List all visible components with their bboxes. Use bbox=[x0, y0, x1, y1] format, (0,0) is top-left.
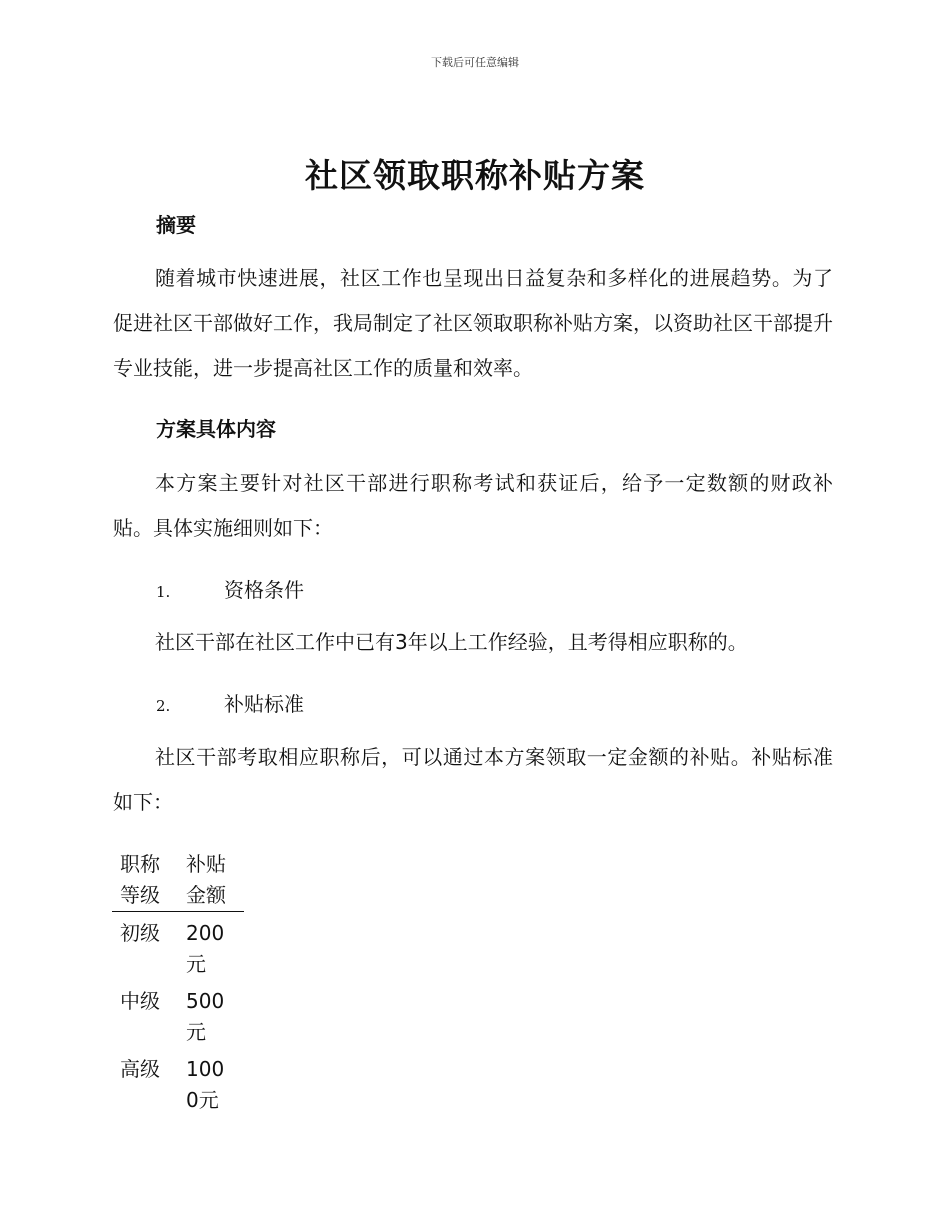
cell-level: 中级 bbox=[120, 989, 160, 1013]
qualification-paragraph: 社区干部在社区工作中已有3年以上工作经验，且考得相应职称的。 bbox=[155, 630, 748, 654]
cell-level: 高级 bbox=[120, 1057, 160, 1081]
subsidy-table bbox=[112, 846, 244, 1119]
cell-level: 初级 bbox=[120, 921, 160, 945]
content-heading: 方案具体内容 bbox=[156, 417, 276, 441]
list-number: 1. bbox=[156, 583, 171, 601]
cell-amount: 200元 bbox=[186, 921, 225, 976]
cell-amount: 500元 bbox=[186, 989, 225, 1044]
table-row bbox=[112, 1051, 244, 1119]
summary-heading: 摘要 bbox=[156, 213, 196, 237]
list-item-standard bbox=[156, 688, 304, 717]
page-header-note: 下载后可任意编辑 bbox=[431, 56, 519, 69]
cell-amount: 1000元 bbox=[186, 1057, 225, 1112]
table-row bbox=[112, 983, 244, 1051]
list-number: 2. bbox=[156, 697, 171, 715]
standard-paragraph: 社区干部考取相应职称后，可以通过本方案领取一定金额的补贴。补贴标准如下： bbox=[113, 745, 833, 814]
content-paragraph: 本方案主要针对社区干部进行职称考试和获证后，给予一定数额的财政补贴。具体实施细则如下： bbox=[113, 471, 833, 540]
list-label: 补贴标准 bbox=[224, 692, 304, 716]
list-item-qualification bbox=[156, 574, 304, 603]
summary-paragraph: 随着城市快速进展，社区工作也呈现出日益复杂和多样化的进展趋势。为了促进社区干部做好工作，我局制定了社区领取职称补贴方案，以资助社区干部提升专业技能，进一步提高社区工作的质量和效率。 bbox=[113, 266, 833, 380]
column-header-title-level: 职称等级 bbox=[120, 852, 160, 907]
table-header-row bbox=[112, 846, 244, 912]
document-title: 社区领取职称补贴方案 bbox=[305, 156, 645, 195]
column-header-subsidy-amount: 补贴金额 bbox=[186, 852, 226, 907]
list-label: 资格条件 bbox=[224, 578, 304, 602]
table-row bbox=[112, 912, 244, 984]
